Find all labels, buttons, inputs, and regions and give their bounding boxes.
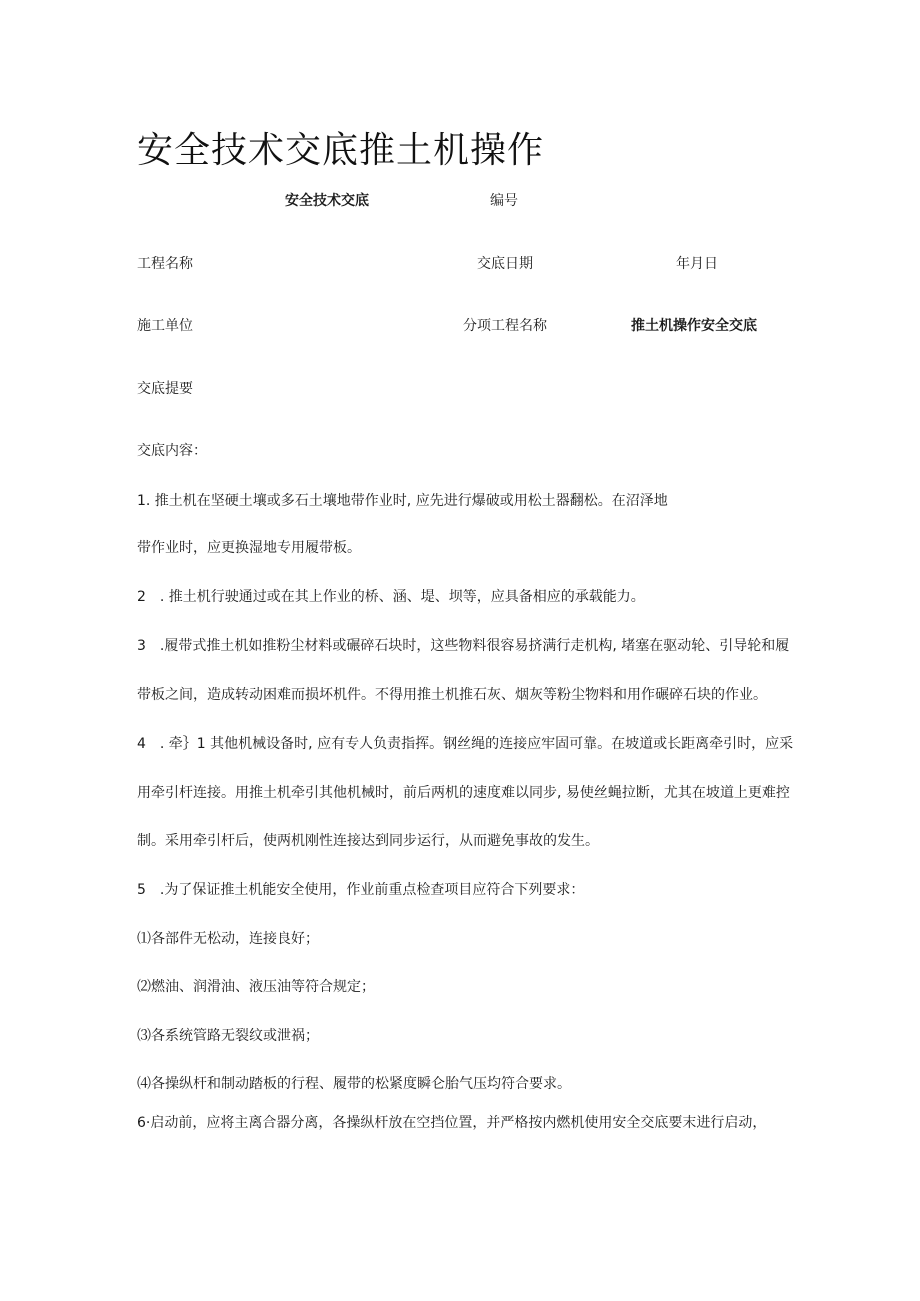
date-value: 年月日 [676,256,718,272]
number-label: 编号 [490,193,518,209]
content-line: 1. 推土机在坚硬土壤或多石土壤地带作业时, 应先进行爆破或用松土器翻松。在沼泽地 [137,493,668,509]
content-line: 带板之间，造成转动困难而损坏机件。不得用推土机推石灰、烟灰等粉尘物料和用作碾碎石块的作业。 [137,687,767,703]
content-line: 4 . 牵｝1 其他机械设备时, 应有专人负责指挥。钢丝绳的连接应牢固可靠。在坡道或长距离牵引时，应采 [137,736,794,752]
content-line: ⑶各系统管路无裂纹或泄祸； [137,1028,319,1044]
content-line: 3 .履带式推土机如推粉尘材料或碾碎石块时，这些物料很容易挤满行走机构, 堵塞在驱动轮、引导轮和履 [137,638,790,654]
construction-unit-label: 施工单位 [137,318,193,334]
document-title: 安全技术交底推土机操作 [137,130,545,171]
sub-project-label: 分项工程名称 [463,318,547,334]
content-line: 2 . 推土机行驶通过或在其上作业的桥、涵、堤、坝等，应具备相应的承载能力。 [137,589,645,605]
content-line: 带作业时，应更换湿地专用履带板。 [137,540,361,556]
content-label: 交底内容： [137,443,207,459]
form-name: 安全技术交底 [285,193,369,209]
project-name-label: 工程名称 [137,256,193,272]
content-line: ⑵燃油、润滑油、液压油等符合规定； [137,979,375,995]
date-label: 交底日期 [477,256,533,272]
content-line: 6·启动前，应将主离合器分离，各操纵杆放在空挡位置，并严格按内燃机使用安全交底要末进行启动， [137,1115,767,1131]
content-line: ⑴各部件无松动，连接良好； [137,931,319,947]
sub-project-value: 推土机操作安全交底 [631,318,757,334]
summary-label: 交底提要 [137,381,193,397]
content-line: ⑷各操纵杆和制动踏板的行程、履带的松紧度瞬仑胎气压均符合要求。 [137,1076,571,1092]
content-line: 用牵引杆连接。用推土机牵引其他机械时，前后两机的速度难以同步, 易使丝蝇拉断，尤其在坡道上更难控 [137,785,790,801]
content-line: 制。采用牵引杆后，使两机刚性连接达到同步运行，从而避免事故的发生。 [137,833,599,849]
content-line: 5 .为了保证推土机能安全使用，作业前重点检查项目应符合下列要求： [137,882,585,898]
